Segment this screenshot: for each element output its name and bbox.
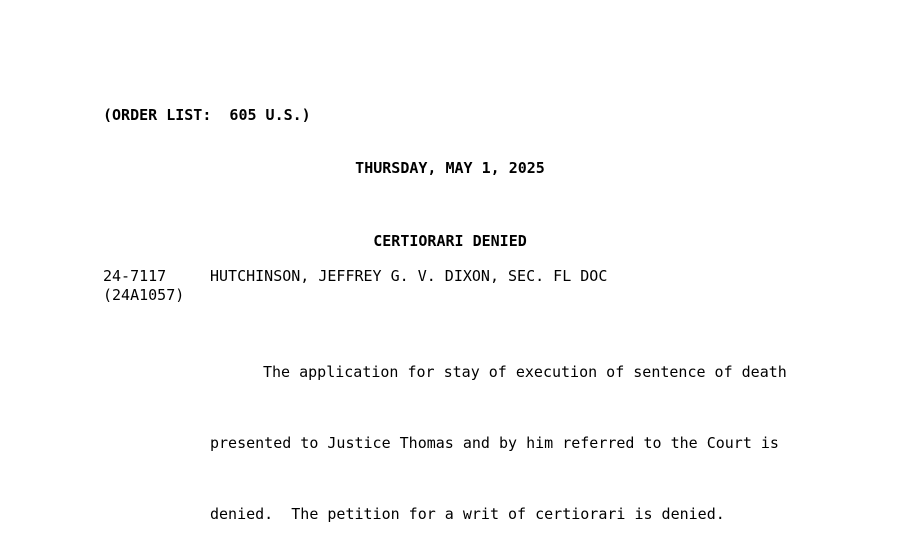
order-paragraph-line: presented to Justice Thomas and by him referred to the Court is bbox=[210, 434, 779, 452]
order-list-heading: (ORDER LIST: 605 U.S.) bbox=[103, 106, 311, 124]
order-paragraph bbox=[210, 319, 810, 550]
application-number: (24A1057) bbox=[103, 286, 185, 304]
case-caption: HUTCHINSON, JEFFREY G. V. DIXON, SEC. FL DOC bbox=[210, 267, 608, 285]
order-paragraph-line: denied. The petition for a writ of certiorari is denied. bbox=[210, 505, 725, 523]
order-paragraph-line: The application for stay of execution of sentence of death bbox=[263, 363, 787, 381]
section-title: CERTIORARI DENIED bbox=[373, 232, 527, 250]
docket-number: 24-7117 bbox=[103, 267, 167, 285]
order-date: THURSDAY, MAY 1, 2025 bbox=[355, 159, 545, 177]
